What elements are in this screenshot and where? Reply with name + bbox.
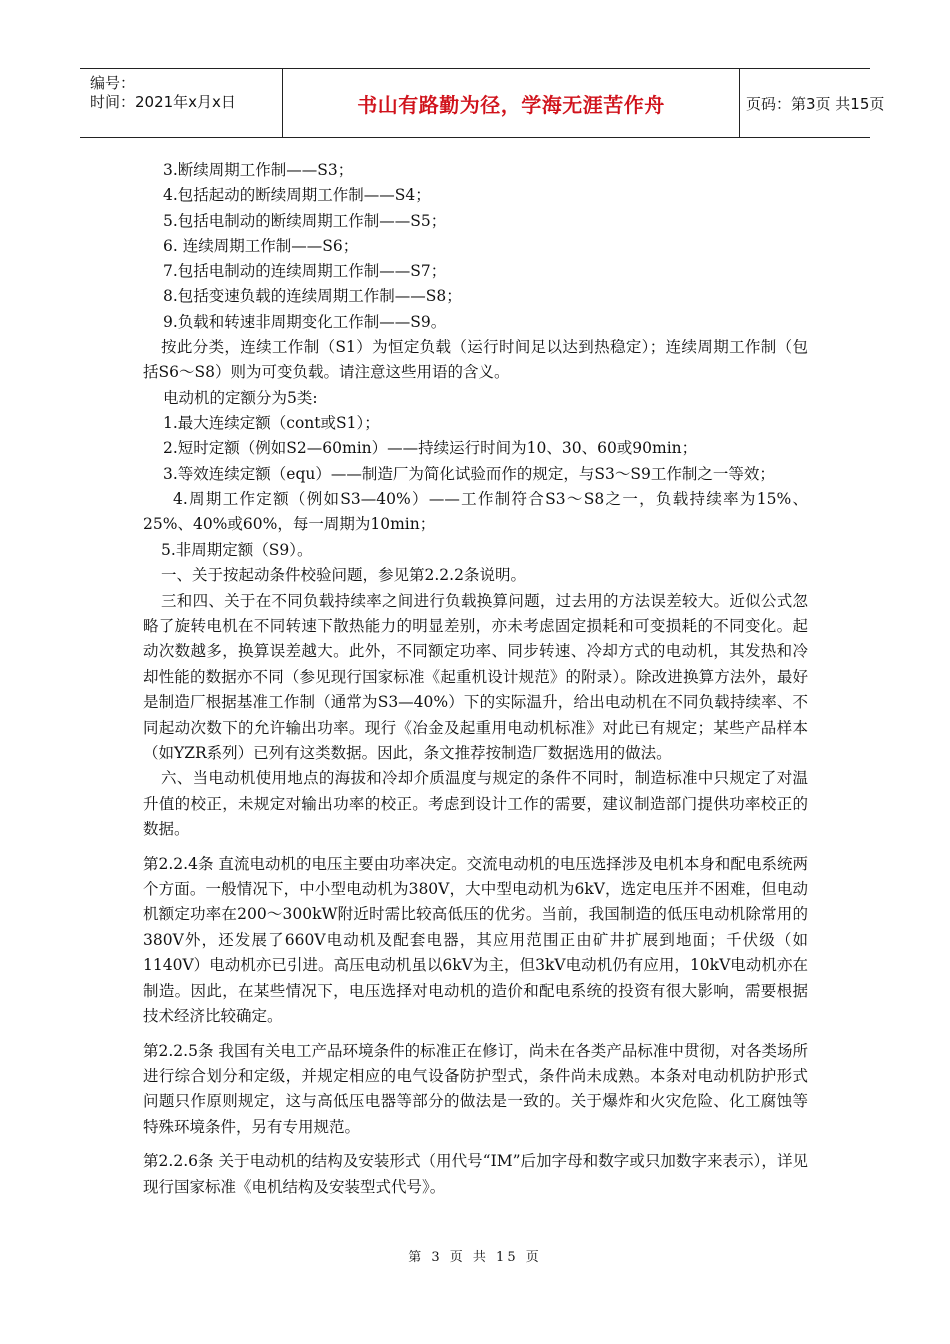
header-motto: 书山有路勤为径，学海无涯苦作舟 <box>357 92 665 117</box>
page-header <box>80 68 885 138</box>
list-item: 6. 连续周期工作制——S6； <box>163 236 359 255</box>
list-item: 5.包括电制动的断续周期工作制——S5； <box>163 211 447 230</box>
list-item: 3.断续周期工作制——S3； <box>163 161 354 179</box>
list-item: 3.等效连续定额（equ）——制造厂为简化试验而作的规定，与S3～S9工作制之一等效； <box>163 464 775 483</box>
paragraph-classification: 按此分类，连续工作制（S1）为恒定负载（运行时间足以达到热稳定）；连续周期工作制（包括S6～S8）则为可变负载。请注意这些用语的含义。 <box>143 338 808 382</box>
header-meta <box>80 69 283 137</box>
paragraph-item-3-4: 三和四、关于在不同负载持续率之间进行负载换算问题，过去用的方法误差较大。近似公式忽略了旋转电机在不同转速下散热能力的明显差别，亦未考虑固定损耗和可变损耗的不同变化。起动次数越多，换算误差越大。此外，不同额定功率、同步转速、冷却方式的电动机，其发热和冷却性能的数据亦不同（参见现行国家标准《起重机设计规范》的附录）。除改进换算方法外，最好是制造厂根据基准工作制（通常为S3—40%）下的实际温升，给出电动机在不同负载持续率、不同起动次数下的允许输出功率。现行《冶金及起重用电动机标准》对此已有规定；某些产品样本（如YZR系列）已列有这类数据。因此，条文推荐按制造厂数据选用的做法。 <box>143 591 808 763</box>
list-item: 9.负载和转速非周期变化工作制——S9。 <box>163 312 447 331</box>
list-item: 4.包括起动的断续周期工作制——S4； <box>163 186 431 205</box>
section-2-2-4: 第2.2.4条 直流电动机的电压主要由功率决定。交流电动机的电压选择涉及电机本身和配电系统两个方面。一般情况下，中小型电动机为380V，大中型电动机为6kV，选定电压并不困难，但电动机额定功率在200～300kW附近时需比较高低压的优劣。当前，我国制造的低压电动机除常用的380V外，还发展了660V电动机及配套电器，其应用范围正由矿井扩展到地面；千伏级（如1140V）电动机亦已引进。高压电动机虽以6kV为主，但3kV电动机仍有应用，10kV电动机亦在制造。因此，在某些情况下，电压选择对电动机的造价和配电系统的投资有很大影响，需要根据技术经济比较确定。 <box>143 854 808 1026</box>
list-item: 7.包括电制动的连续周期工作制——S7； <box>163 262 447 281</box>
page-content <box>143 158 808 1200</box>
document-date: 时间：2021年x月x日 <box>90 93 236 111</box>
document-number: 编号： <box>90 74 136 92</box>
page-footer: 第 3 页 共 15 页 <box>408 1250 542 1265</box>
paragraph-item-1: 一、关于按起动条件校验问题，参见第2.2.2条说明。 <box>161 566 526 585</box>
header-page-number: 页码：第3页 共15页 <box>746 94 885 113</box>
paragraph-item-6: 六、当电动机使用地点的海拔和冷却介质温度与规定的条件不同时，制造标准中只规定了对温升值的校正，未规定对输出功率的校正。考虑到设计工作的需要，建议制造部门提供功率校正的数据。 <box>143 769 808 839</box>
rating-intro: 电动机的定额分为5类: <box>163 388 318 407</box>
list-item: 4.周期工作定额（例如S3—40%）——工作制符合S3～S8之一，负载持续率为15%、25%、40%或60%，每一周期为10min； <box>143 490 808 534</box>
header-page-cell <box>740 69 885 137</box>
header-motto-cell <box>283 69 740 137</box>
section-2-2-5: 第2.2.5条 我国有关电工产品环境条件的标准正在修订，尚未在各类产品标准中贯彻，对各类场所进行综合划分和定级，并规定相应的电气设备防护型式，条件尚未成熟。本条对电动机防护形式问题只作原则规定，这与高低压电器等部分的做法是一致的。关于爆炸和火灾危险、化工腐蚀等特殊环境条件，另有专用规范。 <box>143 1041 808 1136</box>
section-2-2-6: 第2.2.6条 关于电动机的结构及安装形式（用代号“IM”后加字母和数字或只加数字来表示），详见现行国家标准《电机结构及安装型式代号》。 <box>143 1152 808 1196</box>
list-item: 8.包括变速负载的连续周期工作制——S8； <box>163 287 462 306</box>
list-item: 2.短时定额（例如S2—60min）——持续运行时间为10、30、60或90min； <box>163 439 698 458</box>
list-item: 1.最大连续定额（cont或S1）； <box>163 414 380 433</box>
list-item: 5.非周期定额（S9）。 <box>161 540 313 559</box>
